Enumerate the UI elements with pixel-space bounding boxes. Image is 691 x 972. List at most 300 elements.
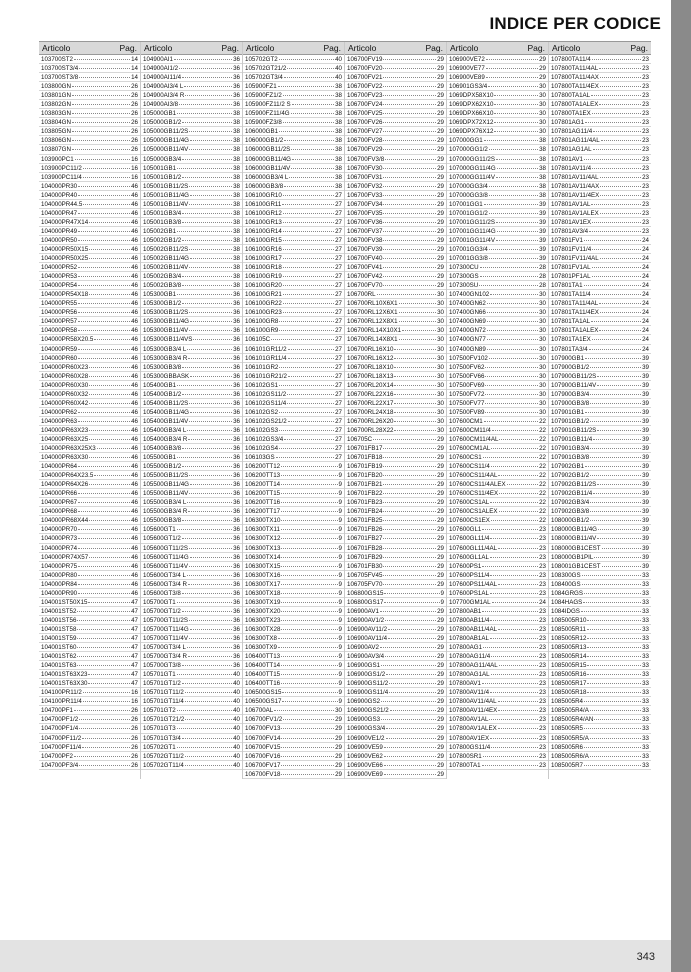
- page-ref: 29: [437, 273, 444, 281]
- page-ref: 36: [233, 580, 240, 588]
- dot-leader: [78, 182, 130, 187]
- page-ref: 29: [437, 571, 444, 579]
- table-row: [549, 236, 651, 245]
- page-ref: 29: [437, 200, 444, 208]
- page-ref: 27: [335, 454, 342, 462]
- article-code: 106102GS2: [245, 408, 279, 416]
- table-row: [39, 516, 140, 525]
- article-code: 104000PR60X32: [41, 390, 89, 398]
- table-row: [345, 571, 446, 580]
- page-ref: 22: [539, 417, 546, 425]
- article-code: 106300TX14: [245, 553, 281, 561]
- article-code: 107800SR1: [449, 752, 482, 760]
- table-row: [39, 670, 140, 679]
- article-code: 106100GR9: [245, 327, 279, 335]
- table-row: [39, 209, 140, 218]
- dot-leader: [597, 372, 641, 377]
- article-code: 107900GB3/4: [551, 390, 590, 398]
- dot-leader: [182, 73, 232, 78]
- article-code: 106101GR21/2: [245, 372, 287, 380]
- table-row: [345, 363, 446, 372]
- table-row: [345, 444, 446, 453]
- article-code: 107801TA3/4: [551, 345, 588, 353]
- page-ref: 38: [539, 146, 546, 154]
- article-code: 106200TT14: [245, 481, 281, 489]
- index-column: [345, 42, 447, 779]
- table-row: [447, 363, 548, 372]
- table-row: [243, 743, 344, 752]
- page-ref: 38: [335, 173, 342, 181]
- dot-leader: [394, 399, 436, 404]
- dot-leader: [283, 263, 334, 268]
- page-ref: 23: [539, 607, 546, 615]
- page-ref: 29: [437, 734, 444, 742]
- dot-leader: [89, 363, 130, 368]
- table-row: [549, 761, 651, 770]
- article-code: 106700RL28X22: [347, 426, 394, 434]
- page-ref: 27: [335, 399, 342, 407]
- dot-leader: [188, 354, 232, 359]
- article-code: 105400GB3/4 L: [143, 426, 187, 434]
- page-ref: 33: [642, 589, 649, 597]
- article-code: 107801TA1EX: [551, 336, 591, 344]
- dot-leader: [383, 200, 436, 205]
- table-row: [345, 743, 446, 752]
- dot-leader: [389, 688, 436, 693]
- dot-leader: [189, 263, 232, 268]
- dot-leader: [78, 498, 130, 503]
- article-code: 106700FV25: [347, 110, 383, 118]
- article-code: 106700FV13: [245, 725, 281, 733]
- article-code: 107001GG3/8: [449, 255, 488, 263]
- table-row: [243, 525, 344, 534]
- article-code: 105400GB3/4 R: [143, 435, 188, 443]
- page-ref: 27: [335, 282, 342, 290]
- page-ref: 23: [642, 101, 649, 109]
- article-code: 106900AV1/2: [347, 616, 385, 624]
- page-ref: 30: [437, 300, 444, 308]
- page-ref: 40: [233, 680, 240, 688]
- page-ref: 46: [131, 345, 138, 353]
- dot-leader: [187, 571, 232, 576]
- article-code: 107902GB1/2: [551, 472, 590, 480]
- table-row: [549, 453, 651, 462]
- table-row: [39, 354, 140, 363]
- table-row: [243, 661, 344, 670]
- dot-leader: [383, 254, 436, 259]
- page-ref: 29: [437, 83, 444, 91]
- page-ref: 30: [539, 363, 546, 371]
- article-code: 104000PR67: [41, 499, 78, 507]
- table-row: [447, 345, 548, 354]
- page-ref: 23: [539, 526, 546, 534]
- article-code: 107801TA1ALEX: [551, 327, 599, 335]
- article-code: 106701FB28: [347, 544, 383, 552]
- article-code: 105001GB11/4G: [143, 191, 189, 199]
- dot-leader: [498, 706, 538, 711]
- article-code: 106400TT16: [245, 680, 281, 688]
- dot-leader: [287, 399, 334, 404]
- dot-leader: [189, 145, 232, 150]
- table-row: [447, 498, 548, 507]
- article-code: 104700PF1: [41, 707, 73, 715]
- article-code: 106700RL10X6X1: [347, 300, 398, 308]
- dot-leader: [182, 209, 232, 214]
- page-ref: 29: [437, 92, 444, 100]
- table-row: [39, 82, 140, 91]
- table-row: [243, 516, 344, 525]
- table-row: [243, 335, 344, 344]
- article-code: 105300GB3/4 R: [143, 354, 188, 362]
- article-code: 105000GB1/2: [143, 119, 182, 127]
- article-code: 106700FV16: [245, 752, 281, 760]
- dot-leader: [77, 625, 130, 630]
- table-row: [141, 724, 242, 733]
- dot-leader: [584, 743, 641, 748]
- article-code: 104000PR58X20.5: [41, 336, 94, 344]
- table-row: [345, 245, 446, 254]
- table-row: [141, 354, 242, 363]
- table-row: [243, 381, 344, 390]
- table-row: [549, 752, 651, 761]
- page-ref: 33: [642, 653, 649, 661]
- article-code: 107600GL11/4: [449, 535, 490, 543]
- dot-leader: [388, 625, 436, 630]
- page-ref: 29: [437, 662, 444, 670]
- page-ref: 9: [338, 490, 342, 498]
- table-row: [447, 643, 548, 652]
- code-index-table: [39, 41, 651, 779]
- page-ref: 23: [539, 662, 546, 670]
- article-code: 107801AV11/4: [551, 164, 592, 172]
- article-code: 106100GR13: [245, 218, 282, 226]
- dot-leader: [72, 118, 130, 123]
- page-ref: 24: [642, 264, 649, 272]
- page-ref: 29: [437, 56, 444, 63]
- page-ref: 23: [642, 128, 649, 136]
- dot-leader: [496, 218, 538, 223]
- article-code: 104000PR90: [41, 589, 78, 597]
- table-row: [345, 435, 446, 444]
- table-row: [243, 254, 344, 263]
- page-ref: 30: [539, 372, 546, 380]
- page-ref: 29: [437, 752, 444, 760]
- page-ref: 38: [233, 236, 240, 244]
- page-ref: 26: [131, 92, 138, 100]
- table-row: [345, 471, 446, 480]
- page-ref: 23: [539, 680, 546, 688]
- article-code: 106700FV39: [347, 245, 383, 253]
- table-row: [447, 182, 548, 191]
- table-row: [549, 55, 651, 64]
- table-row: [549, 145, 651, 154]
- page-ref: 46: [131, 580, 138, 588]
- index-column: [243, 42, 345, 779]
- dot-leader: [383, 516, 436, 521]
- page-ref: 22: [539, 454, 546, 462]
- article-code: 104000PR74: [41, 544, 78, 552]
- table-row: [447, 715, 548, 724]
- article-code: 103801GN: [41, 92, 71, 100]
- column-header: [141, 42, 242, 55]
- article-code: 107000GG3/8: [449, 191, 488, 199]
- page-ref: 29: [539, 74, 546, 82]
- page-ref: 29: [335, 752, 342, 760]
- page-ref: 47: [131, 616, 138, 624]
- dot-leader: [383, 55, 436, 60]
- page-ref: 29: [437, 616, 444, 624]
- page-ref: 9: [338, 616, 342, 624]
- table-row: [243, 136, 344, 145]
- table-row: [345, 489, 446, 498]
- table-row: [549, 290, 651, 299]
- page-ref: 46: [131, 318, 138, 326]
- page-ref: 29: [335, 743, 342, 751]
- page-ref: 46: [131, 236, 138, 244]
- article-code: 107801TA11/4AL: [551, 300, 599, 308]
- dot-leader: [177, 724, 232, 729]
- article-code: 104000PR60X28: [41, 372, 89, 380]
- article-code: 105600GT1/2: [143, 535, 181, 543]
- table-row: [447, 91, 548, 100]
- article-code: 1069DPX58X10: [449, 92, 494, 100]
- table-row: [345, 299, 446, 308]
- article-code: 107800AV1AL: [449, 716, 489, 724]
- page-ref: 26: [131, 752, 138, 760]
- article-code: 107600CS11/4ALEX: [449, 481, 506, 489]
- article-code: 106700RL12X8X1: [347, 318, 398, 326]
- article-code: 107500FV62: [449, 363, 485, 371]
- article-code: 104000PR60: [41, 354, 78, 362]
- table-row: [141, 598, 242, 607]
- article-code: 103804GN: [41, 119, 71, 127]
- table-row: [39, 580, 140, 589]
- page-ref: 22: [539, 435, 546, 443]
- article-code: 106100GR10: [245, 191, 282, 199]
- dot-leader: [281, 462, 337, 467]
- dot-leader: [600, 308, 641, 313]
- table-row: [141, 182, 242, 191]
- dot-leader: [283, 91, 334, 96]
- article-code: 105702GT11/2: [143, 752, 184, 760]
- table-row: [243, 109, 344, 118]
- table-row: [141, 73, 242, 82]
- table-row: [447, 706, 548, 715]
- dot-leader: [77, 634, 130, 639]
- dot-leader: [82, 734, 130, 739]
- dot-leader: [72, 82, 130, 87]
- dot-leader: [78, 580, 130, 585]
- table-row: [345, 534, 446, 543]
- article-code: 103803GN: [41, 110, 71, 118]
- article-code: 107801TA1AL: [551, 318, 591, 326]
- dot-leader: [94, 471, 130, 476]
- article-code: 107600CS1AL: [449, 499, 490, 507]
- page-ref: 38: [233, 164, 240, 172]
- dot-leader: [89, 480, 130, 485]
- page-ref: 29: [437, 481, 444, 489]
- article-code: 107001GG11/2S: [449, 218, 495, 226]
- table-row: [549, 399, 651, 408]
- table-row: [549, 417, 651, 426]
- table-row: [549, 607, 651, 616]
- article-code: 104000PR47: [41, 209, 78, 217]
- table-row: [39, 254, 140, 263]
- article-code: 107801AV11/4AX: [551, 182, 600, 190]
- article-code: 107001GG1: [449, 200, 483, 208]
- article-code: 103700ST3/8: [41, 74, 79, 82]
- article-code: 106300TX20: [245, 607, 281, 615]
- article-code: 105001GB3/8: [143, 218, 182, 226]
- page-ref: 33: [642, 571, 649, 579]
- dot-leader: [78, 281, 130, 286]
- dot-leader: [281, 544, 337, 549]
- dot-leader: [592, 109, 641, 114]
- page-ref: 23: [539, 644, 546, 652]
- article-code: 106705C: [347, 435, 373, 443]
- table-row: [345, 399, 446, 408]
- page-ref: 46: [131, 553, 138, 561]
- article-code: 104100PR11/4: [41, 698, 82, 706]
- dot-leader: [499, 661, 538, 666]
- dot-leader: [188, 435, 232, 440]
- table-row: [243, 435, 344, 444]
- article-code: 1085005R16: [551, 671, 587, 679]
- dot-leader: [599, 299, 641, 304]
- dot-leader: [383, 272, 436, 277]
- article-code: 107500FV89: [449, 408, 485, 416]
- dot-leader: [589, 345, 641, 350]
- table-row: [39, 191, 140, 200]
- page-ref: 23: [539, 616, 546, 624]
- article-code: 103806GN: [41, 137, 71, 145]
- page-ref: 29: [437, 209, 444, 217]
- dot-leader: [383, 173, 436, 178]
- page-ref: 38: [335, 155, 342, 163]
- table-row: [39, 345, 140, 354]
- dot-leader: [279, 363, 334, 368]
- article-code: 105700GT1: [143, 598, 176, 606]
- dot-leader: [281, 516, 337, 521]
- page-ref: 30: [539, 408, 546, 416]
- article-code: 106700FV21: [347, 74, 383, 82]
- table-row: [345, 281, 446, 290]
- table-row: [243, 272, 344, 281]
- article-code: 106700AL: [245, 707, 274, 715]
- page-ref: 33: [642, 598, 649, 606]
- table-row: [549, 489, 651, 498]
- page-ref: 36: [233, 463, 240, 471]
- page-ref: 36: [233, 65, 240, 73]
- dot-leader: [587, 616, 641, 621]
- page-ref: 9: [338, 671, 342, 679]
- page-ref: 38: [335, 146, 342, 154]
- table-row: [243, 580, 344, 589]
- page-ref: 9: [338, 598, 342, 606]
- header-pag: Pag.: [323, 43, 341, 53]
- page-ref: 46: [131, 300, 138, 308]
- table-row: [39, 236, 140, 245]
- table-row: [39, 525, 140, 534]
- dot-leader: [597, 480, 641, 485]
- table-row: [345, 290, 446, 299]
- page-ref: 30: [437, 363, 444, 371]
- dot-leader: [383, 534, 436, 539]
- dot-leader: [72, 109, 130, 114]
- dot-leader: [278, 82, 334, 87]
- article-code: 106700FV27: [347, 128, 383, 136]
- article-code: 104000PR58: [41, 327, 78, 335]
- dot-leader: [386, 724, 436, 729]
- article-code: 104000PR68: [41, 508, 78, 516]
- table-row: [447, 408, 548, 417]
- page-ref: 9: [338, 625, 342, 633]
- table-row: [39, 73, 140, 82]
- dot-leader: [383, 498, 436, 503]
- article-code: 104700PF2: [41, 752, 73, 760]
- article-code: 107400GN89: [449, 345, 486, 353]
- article-code: 106000GB3/8: [245, 182, 284, 190]
- page-ref: 46: [131, 245, 138, 253]
- article-code: 106105C: [245, 336, 271, 344]
- dot-leader: [485, 408, 538, 413]
- header-articolo: Articolo: [348, 43, 377, 53]
- table-row: [345, 516, 446, 525]
- page-ref: 22: [539, 508, 546, 516]
- table-row: [243, 562, 344, 571]
- table-row: [39, 145, 140, 154]
- page-ref: 39: [642, 435, 649, 443]
- article-code: 107801AV1EX: [551, 218, 592, 226]
- dot-leader: [281, 589, 337, 594]
- dot-leader: [278, 643, 338, 648]
- table-row: [39, 290, 140, 299]
- table-row: [39, 761, 140, 770]
- table-row: [141, 326, 242, 335]
- article-code: 104900AI3/4 L: [143, 83, 184, 91]
- table-row: [141, 444, 242, 453]
- article-code: 107300SU: [449, 282, 479, 290]
- article-code: 104100PR11/2: [41, 689, 82, 697]
- page-ref: 38: [233, 200, 240, 208]
- table-row: [243, 363, 344, 372]
- dot-leader: [590, 399, 641, 404]
- article-code: 104000PR57: [41, 318, 78, 326]
- page-ref: 9: [440, 598, 444, 606]
- dot-leader: [279, 326, 334, 331]
- article-code: 107400GN69: [449, 318, 486, 326]
- table-row: [345, 73, 446, 82]
- article-code: 105500GB1/2: [143, 463, 182, 471]
- page-ref: 38: [335, 137, 342, 145]
- page-ref: 30: [539, 390, 546, 398]
- dot-leader: [281, 625, 337, 630]
- table-row: [549, 544, 651, 553]
- dot-leader: [486, 73, 538, 78]
- table-row: [549, 200, 651, 209]
- table-row: [345, 688, 446, 697]
- page-ref: 36: [233, 571, 240, 579]
- page-ref: 9: [338, 544, 342, 552]
- page-ref: 24: [539, 598, 546, 606]
- dot-leader: [78, 525, 130, 530]
- table-row: [549, 73, 651, 82]
- dot-leader: [383, 109, 436, 114]
- page-ref: 27: [335, 264, 342, 272]
- article-code: 106700RL16X12: [347, 354, 394, 362]
- article-code: 107800AV11/4: [449, 689, 490, 697]
- page-ref: 36: [233, 535, 240, 543]
